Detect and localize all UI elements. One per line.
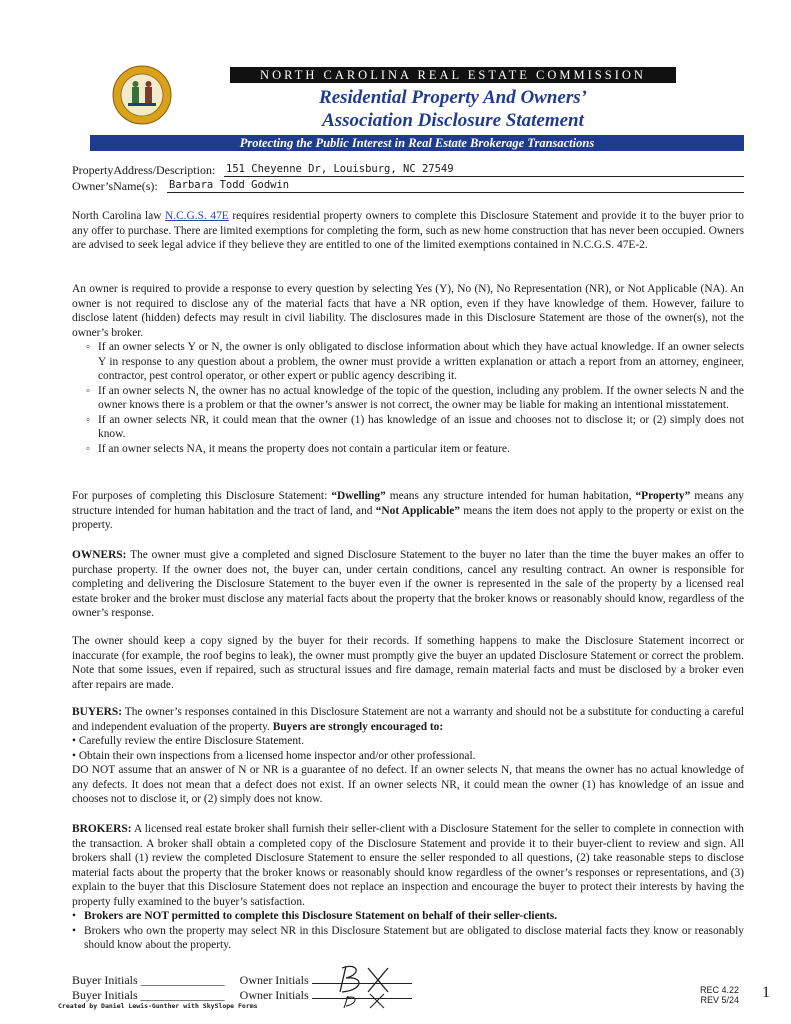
owner-initials-label: Owner Initials [239, 973, 309, 987]
response-options-list [72, 340, 744, 456]
commission-banner: NORTH CAROLINA REAL ESTATE COMMISSION [230, 67, 676, 83]
form-title-line1: Residential Property And Owners’ [319, 87, 587, 108]
owner-name-row [72, 179, 744, 193]
brokers-list [72, 909, 744, 953]
revision-info: REC 4.22 REV 5/24 [700, 985, 740, 1005]
form-title-line2: Association Disclosure Statement [322, 110, 584, 131]
buyer-initials-field[interactable]: Buyer Initials ______________ [72, 973, 225, 987]
created-by-stamp: Created by Daniel Lewis-Gunther with SkySlope Forms [58, 1002, 258, 1010]
property-address-row [72, 163, 744, 177]
update-paragraph: The owner should keep a copy signed by the buyer for their records. If something happens to make the Disclosure Statement incorrect or inaccurate (for example, the roof begins to leak), the owner must promptly give the buyer an updated Disclosure Statement or correct the problem. Note that some issues, even if repaired, such as structural issues and fire damage, remain material facts and must be disclosed by a broker even after repairs are made. [72, 635, 744, 691]
definitions-paragraph: For purposes of completing this Disclosure Statement: “Dwelling” means any structure intended for human habitation, “Property” means any structure intended for human habitation and the tract of land, and “Not Applicable” means the item does not apply to the property or exist on the property. [72, 490, 744, 531]
response-paragraph: An owner is required to provide a response to every question by selecting Yes (Y), No (N), No Representation (NR), or Not Applicable (NA). An owner is not required to disclose any of the material facts that have a NR option, even if they have knowledge of them. However, failure to disclose latent (hidden) defects may result in civil liability. The disclosures made in this Disclosure Statement are those of the owner(s), not the owner’s broker. ◦ If an owner selects Y or N, the owner is only obligated to disclose information about which they have actual knowledge. If an owner selects Y in response to any question about a problem, the owner must provide a written explanation or attach a report from an attorney, engineer, contractor, pest control operator, or other expert or public agency describing it. ◦ If an owner selects N, the owner has no actual knowledge of the topic of the question, including any problem. If the owner selects N and the owner knows there is a problem or that the owner’s answer is not correct, the owner may be liable for making an intentional misstatement. ◦ If an owner selects NR, it could mean that the owner (1) has knowledge of an issue and chooses not to disclose it; or (2) simply does not know. ◦ If an owner selects NA, it means the property does not contain a particular item or feature. [72, 282, 744, 456]
owner-name-label: Owner’sName(s): [72, 179, 158, 193]
list-item: ◦ If an owner selects NA, it means the property does not contain a particular item or feature. [88, 442, 744, 457]
brokers-paragraph: BROKERS: A licensed real estate broker shall furnish their seller-client with a Disclosure Statement for the seller to complete in connection with the transaction. A broker shall obtain a completed copy of the Disclosure Statement and provide it to their buyer-client to review and sign. All brokers shall (1) review the completed Disclosure Statement to ensure the seller responded to all questions, (2) take reasonable steps to disclose material facts about the property that the broker knows or reasonably should know regardless of the owner’s responses or representations, and (3) explain to the buyer that this Disclosure Statement does not replace an inspection and encourage the buyer to protect their interests by having the property fully examined to the buyer’s satisfaction. • Brokers are NOT permitted to complete this Disclosure Statement on behalf of their seller-clients. • Brokers who own the property may select NR in this Disclosure Statement but are obligated to disclose material facts they know or reasonably should know about the property. [72, 822, 744, 953]
page-number: 1 [762, 984, 770, 1001]
owners-paragraph: OWNERS: The owner must give a completed and signed Disclosure Statement to the buyer no later than the time the buyer makes an offer to purchase property. If the owner does not, the buyer can, under certain conditions, cancel any resulting contract. An owner is responsible for completing and delivering the Disclosure Statement to the buyer even if the owner is represented in the sale of the property by a licensed real estate broker and the broker must disclose any material facts about the property that the broker knows or reasonably should know, regardless of the owner’s response. [72, 549, 744, 619]
owner-name-field[interactable]: Barbara Todd Godwin [167, 179, 744, 193]
property-address-label: PropertyAddress/Description: [72, 163, 216, 177]
ncgs-47e-link[interactable]: N.C.G.S. 47E [165, 210, 229, 222]
buyer-initials-field-2[interactable]: Buyer Initials ______________ [72, 988, 225, 1002]
list-item: ◦ If an owner selects NR, it could mean that the owner (1) has knowledge of an issue and chooses not to disclose it; or (2) simply does not know. [88, 413, 744, 442]
buyers-paragraph: BUYERS: The owner’s responses contained in this Disclosure Statement are not a warranty and should not be a substitute for conducting a careful and independent evaluation of the property. Buyers are strongly encouraged to: • Carefully review the entire Disclosure Statement. • Obtain their own inspections from a licensed home inspector and/or other professional. DO NOT assume that an answer of N or NR is a guarantee of no defect. If an owner selects N, that means the owner has no actual knowledge of any defects. It does not mean that a defect does not exist. If an owner selects NR, it could mean the owner (1) has knowledge of an issue and chooses not to disclose it, or (2) simply does not know. [72, 706, 744, 805]
nc-commission-seal [112, 65, 172, 125]
list-item: • Brokers are NOT permitted to complete this Disclosure Statement on behalf of their seller-clients. [74, 909, 744, 924]
list-item: ◦ If an owner selects N, the owner has no actual knowledge of the topic of the question, including any problem. If the owner selects N and the owner knows there is a problem or that the owner’s answer is not correct, the owner may be liable for making an intentional misstatement. [88, 384, 744, 413]
tagline-bar: Protecting the Public Interest in Real Estate Brokerage Transactions [90, 135, 744, 151]
list-item: • Brokers who own the property may select NR in this Disclosure Statement but are obligated to disclose material facts they know or reasonably should know about the property. [74, 924, 744, 953]
property-address-field[interactable]: 151 Cheyenne Dr, Louisburg, NC 27549 [224, 163, 744, 177]
list-item: ◦ If an owner selects Y or N, the owner is only obligated to disclose information about which they have actual knowledge. If an owner selects Y in response to any question about a problem, the owner must provide a written explanation or attach a report from an attorney, engineer, contractor, pest control operator, or other expert or public agency describing it. [88, 340, 744, 384]
handwritten-initials-signature [318, 958, 428, 1010]
owner-initials-label-2: Owner Initials [239, 988, 309, 1002]
intro-paragraph: North Carolina law N.C.G.S. 47E requires residential property owners to complete this Disclosure Statement and provide it to the buyer prior to any offer to purchase. There are limited exemptions for completing the form, such as new home construction that has never been occupied. Owners are advised to seek legal advice if they believe they are entitled to one of the limited exemptions contained in N.C.G.S. 47E-2. [72, 210, 744, 251]
